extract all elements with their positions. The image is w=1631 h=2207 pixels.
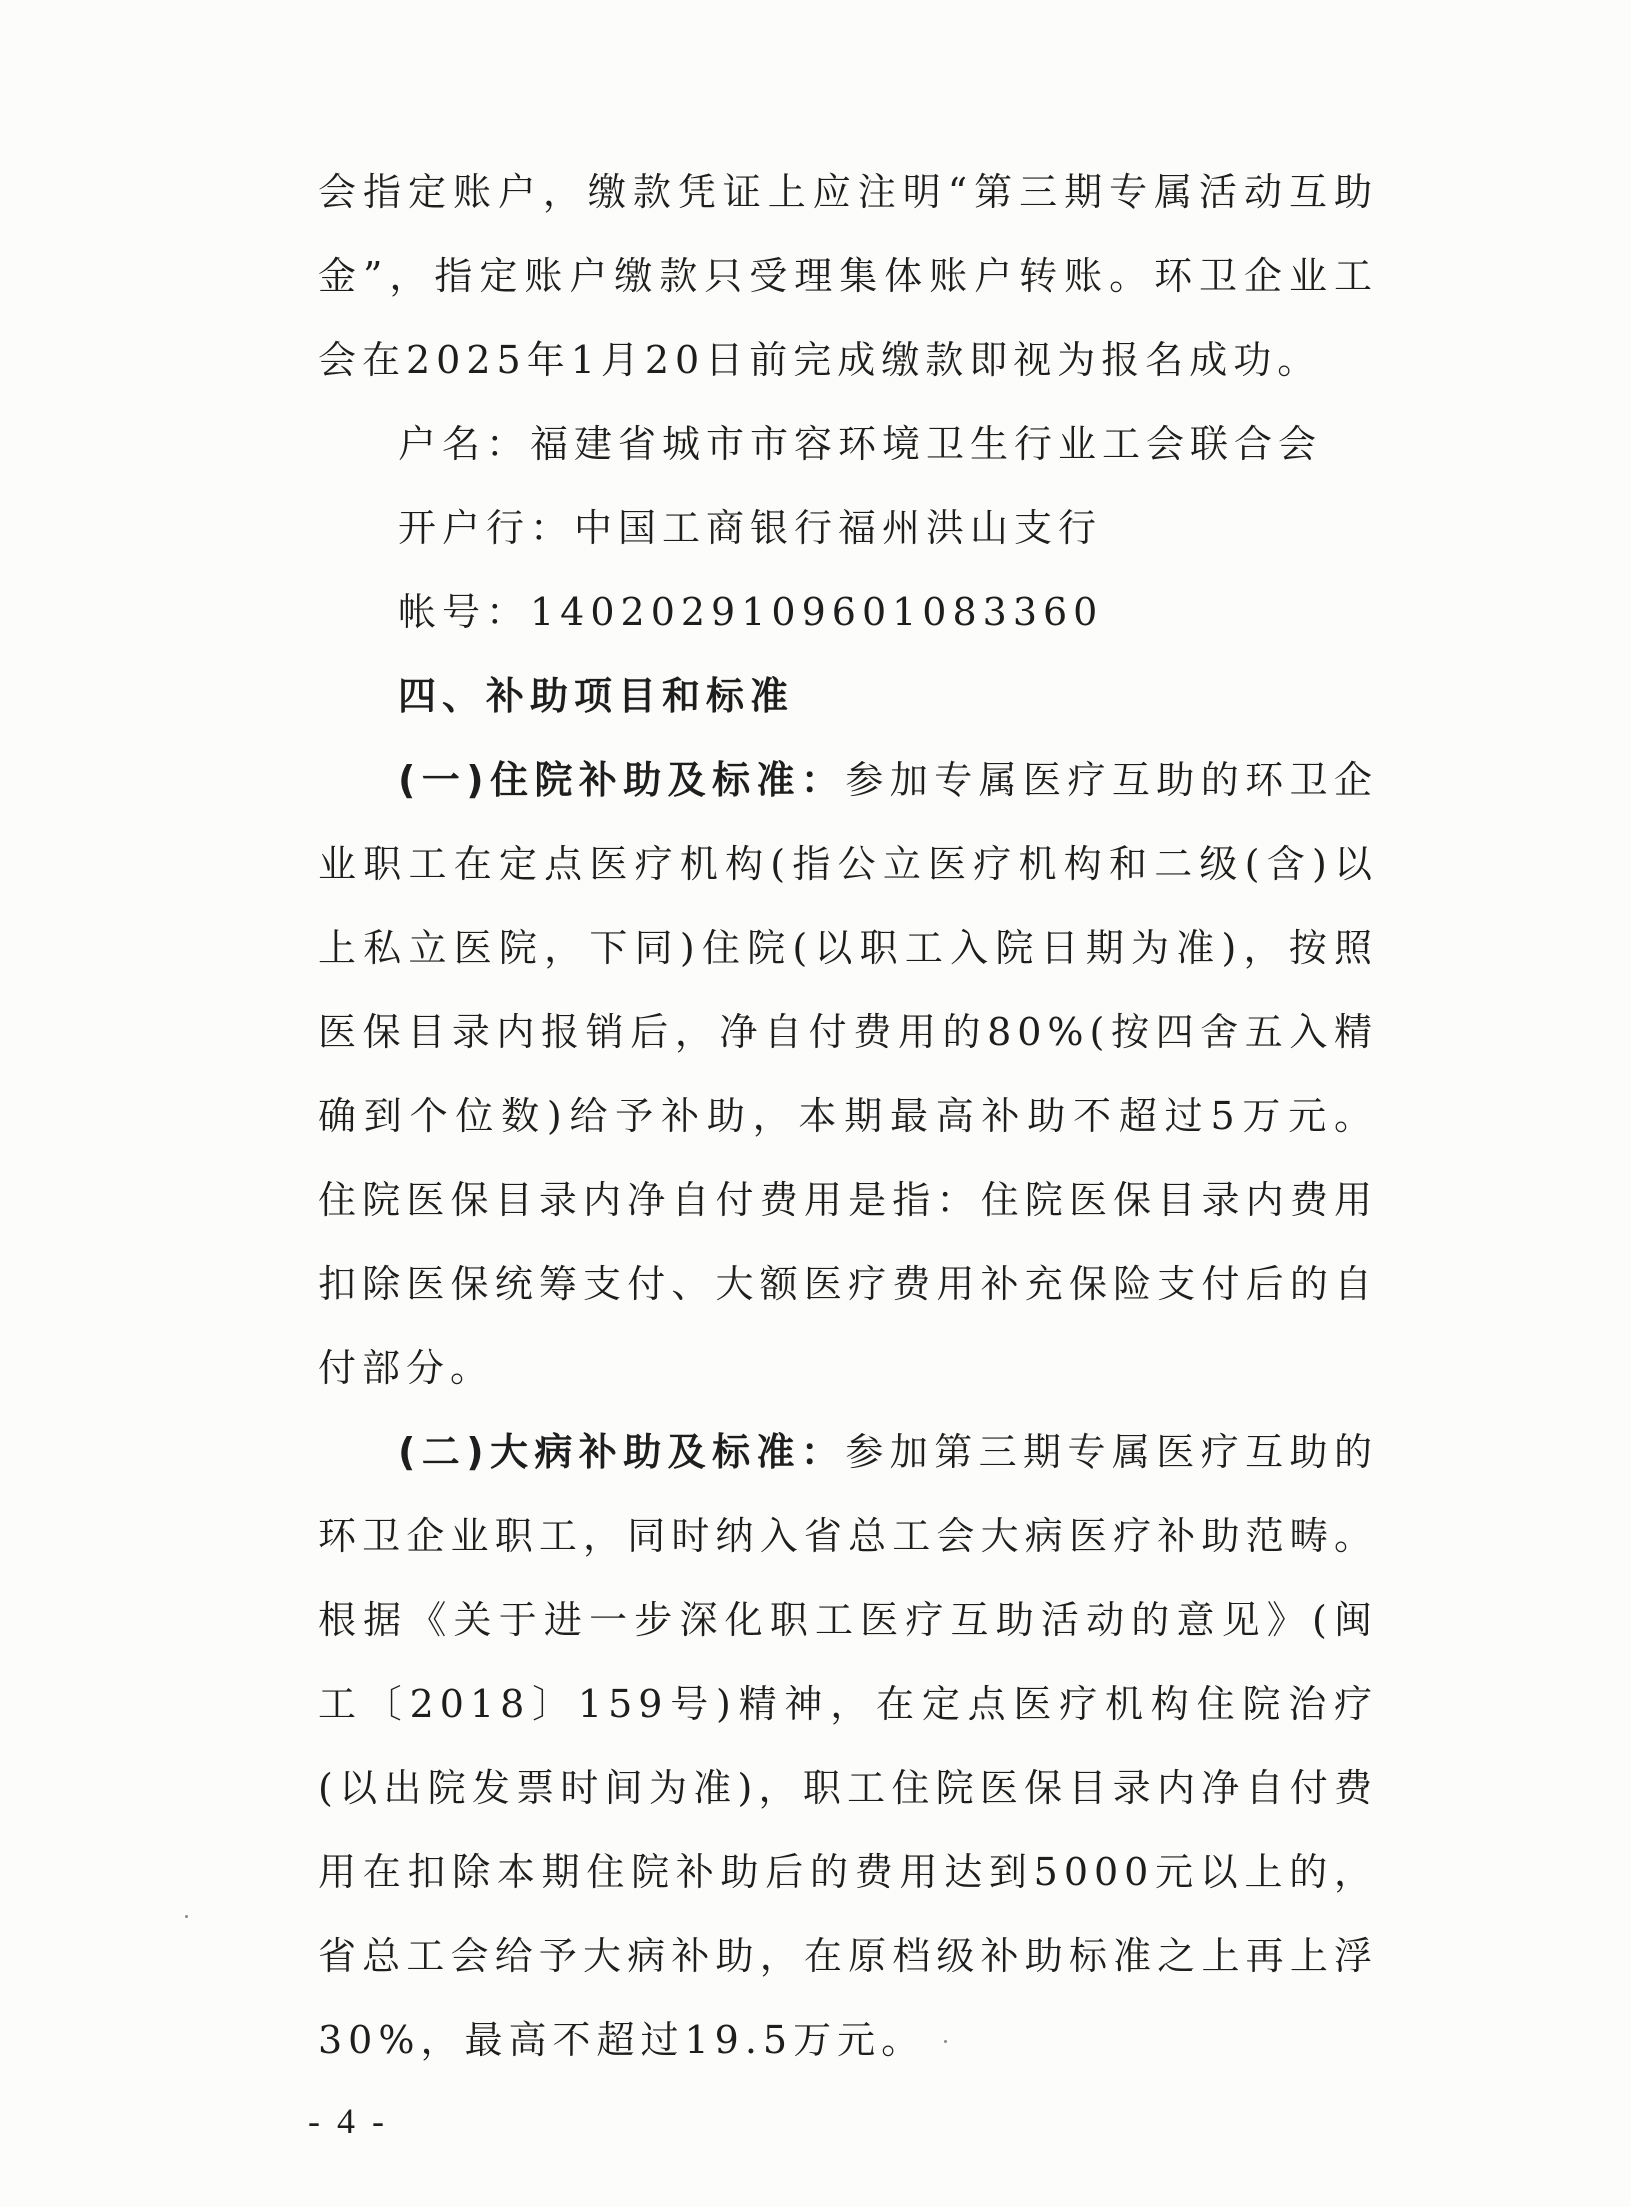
serious-illness-subsidy-heading: (二)大病补助及标准： bbox=[398, 1430, 846, 1474]
hospitalization-subsidy-heading: (一)住院补助及标准： bbox=[398, 758, 846, 802]
hospitalization-subsidy-text: 参加专属医疗互助的环卫企业职工在定点医疗机构(指公立医疗机构和二级(含)以上私立医院，下同)住院(以职工入院日期为准)，按照医保目录内报销后，净自付费用的80%(按四舍五入精确到个位数)给予补助，本期最高补助不超过5万元。住院医保目录内净自付费用是指：住院医保目录内费用扣除医保统筹支付、大额医疗费用补充保险支付后的自付部分。 bbox=[318, 758, 1378, 1390]
account-number-line: 帐号：1402029109601083360 bbox=[398, 590, 1104, 634]
payment-paragraph: 会指定账户，缴款凭证上应注明“第三期专属活动互助金”，指定账户缴款只受理集体账户转账。环卫企业工会在2025年1月20日前完成缴款即视为报名成功。 bbox=[318, 170, 1378, 382]
account-name-line: 户名：福建省城市市容环境卫生行业工会联合会 bbox=[398, 422, 1323, 466]
page-number: - 4 - bbox=[308, 2101, 388, 2141]
document-body bbox=[318, 150, 1378, 2082]
serious-illness-subsidy-text: 参加第三期专属医疗互助的环卫企业职工，同时纳入省总工会大病医疗补助范畴。根据《关于进一步深化职工医疗互助活动的意见》(闽工〔2018〕159号)精神，在定点医疗机构住院治疗(以出院发票时间为准)，职工住院医保目录内净自付费用在扣除本期住院补助后的费用达到5000元以上的，省总工会给予大病补助，在原档级补助标准之上再上浮30%，最高不超过19.5万元。 bbox=[318, 1430, 1378, 2062]
serious-illness-subsidy-paragraph bbox=[318, 1410, 1378, 2082]
account-bank-line: 开户行：中国工商银行福州洪山支行 bbox=[398, 506, 1103, 550]
hospitalization-subsidy-paragraph bbox=[318, 738, 1378, 1410]
section-four-title: 四、补助项目和标准 bbox=[398, 674, 795, 718]
scan-speck bbox=[185, 1915, 188, 1918]
scan-speck bbox=[944, 2040, 947, 2043]
